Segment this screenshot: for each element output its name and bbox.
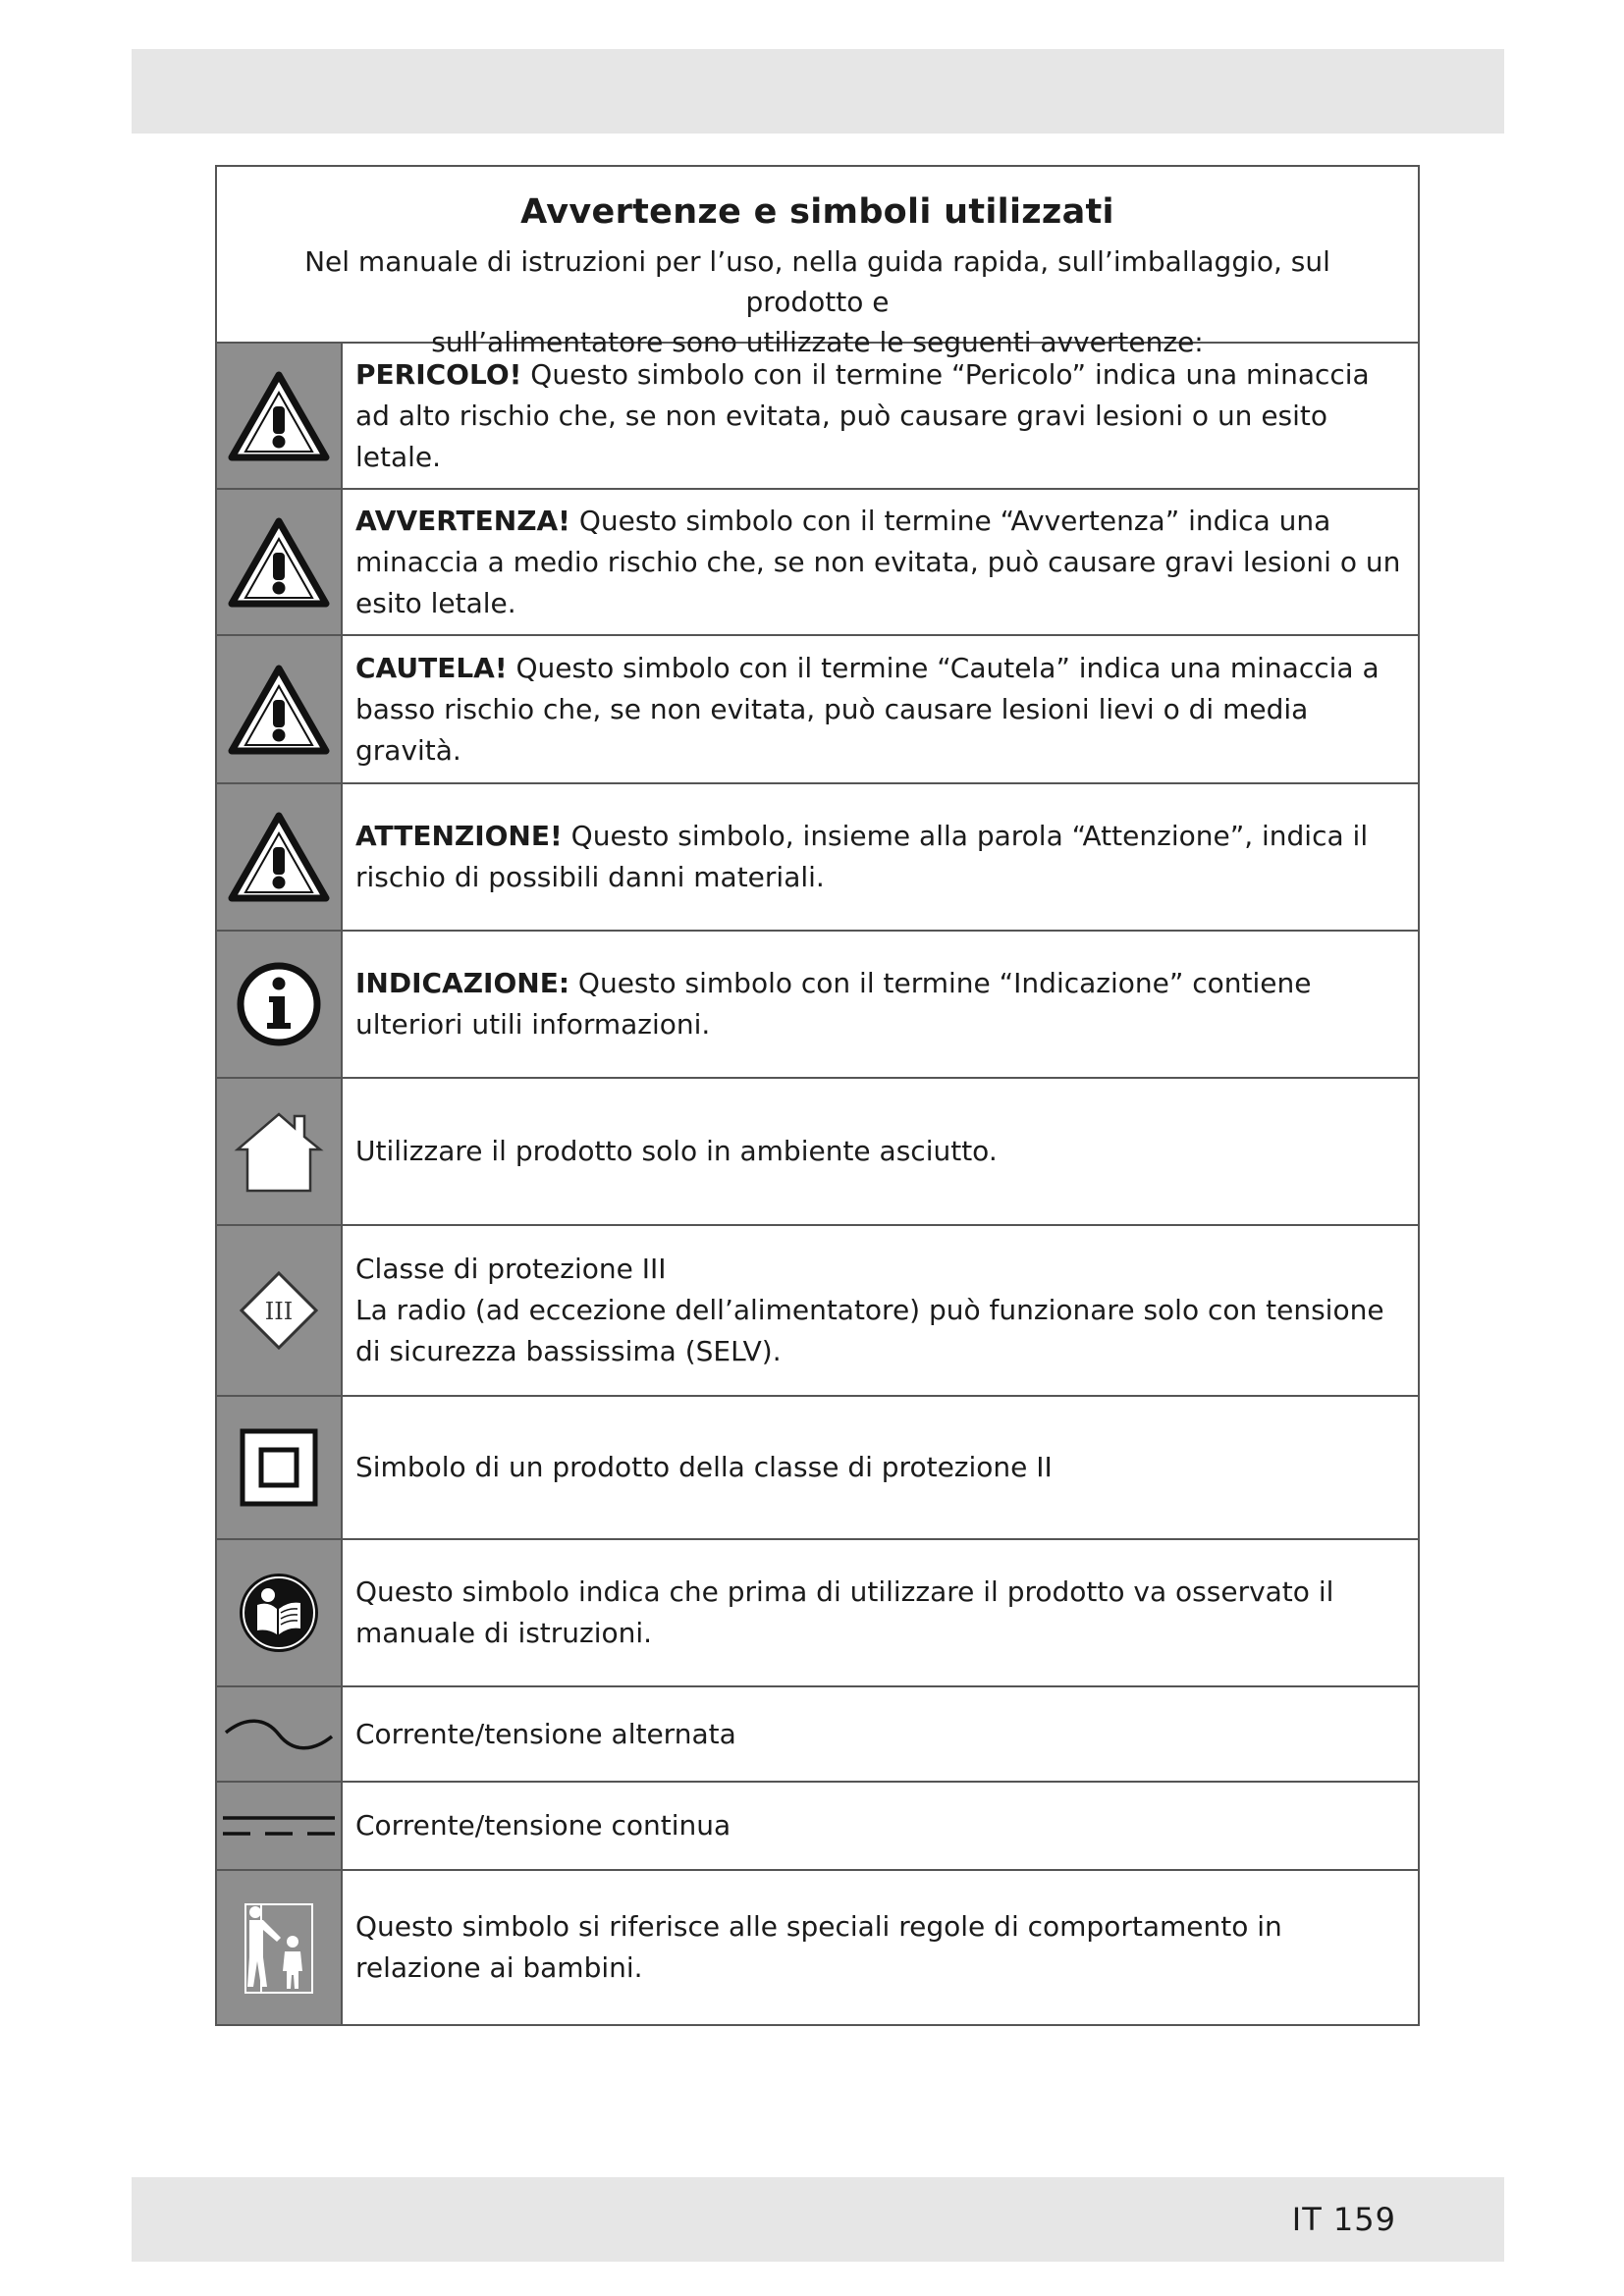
keyword-avvertenza: AVVERTENZA!: [355, 504, 570, 537]
keyword-indicazione: INDICAZIONE:: [355, 967, 570, 999]
keyword-pericolo: PERICOLO!: [355, 357, 522, 391]
warning-triangle-icon: [228, 665, 330, 755]
icon-cell: [217, 784, 343, 930]
row-description: Questo simbolo con il termine “Cautela” indica una minaccia a basso rischio che, se non evitata, può causare lesioni lievi o di media gravità.: [355, 651, 1380, 767]
icon-cell: [217, 1783, 343, 1869]
icon-cell: [217, 1687, 343, 1781]
table-row-pericolo: [217, 344, 1418, 490]
row-description: Utilizzare il prodotto solo in ambiente asciutto.: [355, 1135, 998, 1167]
warning-triangle-icon: [228, 812, 330, 902]
row-description: Questo simbolo con il termine “Indicazione” contiene ulteriori utili informazioni.: [355, 967, 1312, 1041]
direct-current-icon: [221, 1808, 337, 1843]
icon-cell: [217, 1079, 343, 1224]
row-text: [343, 1079, 1418, 1224]
icon-cell: [217, 1226, 343, 1395]
row-text: [343, 1226, 1418, 1395]
table-row-direct-current: [217, 1783, 1418, 1871]
read-manual-icon: [238, 1572, 320, 1654]
row-text: [343, 1783, 1418, 1869]
row-text: [343, 1397, 1418, 1538]
table-row-indicazione: [217, 932, 1418, 1079]
row-description: Corrente/tensione alternata: [355, 1717, 736, 1750]
row-text: [343, 1540, 1418, 1685]
row-heading: Classe di protezione III: [355, 1253, 667, 1285]
table-header: [217, 167, 1418, 358]
row-text: [343, 784, 1418, 930]
protection-class-3-label: III: [264, 1298, 294, 1325]
table-row-cautela: [217, 636, 1418, 784]
row-description: Simbolo di un prodotto della classe di protezione II: [355, 1451, 1053, 1483]
row-text: [343, 636, 1418, 782]
table-row-protection-class-3: [217, 1226, 1418, 1397]
row-text: [343, 1687, 1418, 1781]
footer-band: [132, 2177, 1504, 2262]
warning-triangle-icon: [228, 371, 330, 461]
icon-cell: [217, 1540, 343, 1685]
keyword-cautela: CAUTELA!: [355, 651, 508, 684]
table-row-alternating-current: [217, 1687, 1418, 1783]
table-row-read-manual: [217, 1540, 1418, 1687]
icon-cell: [217, 344, 343, 488]
child-safety-icon: [242, 1898, 316, 1997]
icon-cell: [217, 932, 343, 1077]
row-text: [343, 932, 1418, 1077]
icon-cell: [217, 1871, 343, 2024]
row-text: [343, 490, 1418, 634]
row-description: Corrente/tensione continua: [355, 1809, 731, 1842]
table-intro-line-1: Nel manuale di istruzioni per l’uso, nella guida rapida, sull’imballaggio, sul prodotto e: [304, 245, 1330, 318]
info-icon: [237, 962, 321, 1046]
keyword-attenzione: ATTENZIONE!: [355, 820, 563, 852]
row-text: [343, 1871, 1418, 2024]
icon-cell: [217, 1397, 343, 1538]
icon-cell: [217, 490, 343, 634]
row-description: Questo simbolo con il termine “Pericolo” indica una minaccia ad alto rischio che, se non evitata, può causare gravi lesioni o un esito letale.: [355, 357, 1370, 473]
table-row-dry-environment: [217, 1079, 1418, 1226]
row-description: Questo simbolo indica che prima di utilizzare il prodotto va osservato il manuale di istruzioni.: [355, 1575, 1334, 1649]
protection-class-3-icon: [238, 1269, 320, 1352]
row-description: Questo simbolo con il termine “Avvertenza” indica una minaccia a medio rischio che, se non evitata, può causare gravi lesioni o un esito letale.: [355, 504, 1401, 619]
warning-triangle-icon: [228, 517, 330, 608]
table-row-child-safety: [217, 1871, 1418, 2024]
table-title: Avvertenze e simboli utilizzati: [520, 192, 1114, 232]
alternating-current-icon: [222, 1715, 336, 1754]
table-row-attenzione: [217, 784, 1418, 932]
top-band: [132, 49, 1504, 133]
row-description: Questo simbolo si riferisce alle speciali regole di comportamento in relazione ai bambini.: [355, 1910, 1282, 1984]
table-intro-line-2: sull’alimentatore sono utilizzate le seguenti avvertenze:: [431, 326, 1204, 358]
page-number: IT 159: [1291, 2201, 1396, 2238]
table-row-protection-class-2: [217, 1397, 1418, 1540]
icon-cell: [217, 636, 343, 782]
protection-class-2-icon: [240, 1428, 318, 1507]
table-row-avvertenza: [217, 490, 1418, 636]
symbols-table: [215, 165, 1420, 2026]
row-description: La radio (ad eccezione dell’alimentatore) può funzionare solo con tensione di sicurezza bassissima (SELV).: [355, 1294, 1384, 1367]
row-text: [343, 344, 1418, 488]
row-description: Questo simbolo, insieme alla parola “Attenzione”, indica il rischio di possibili danni materiali.: [355, 820, 1369, 893]
house-icon: [232, 1108, 326, 1195]
